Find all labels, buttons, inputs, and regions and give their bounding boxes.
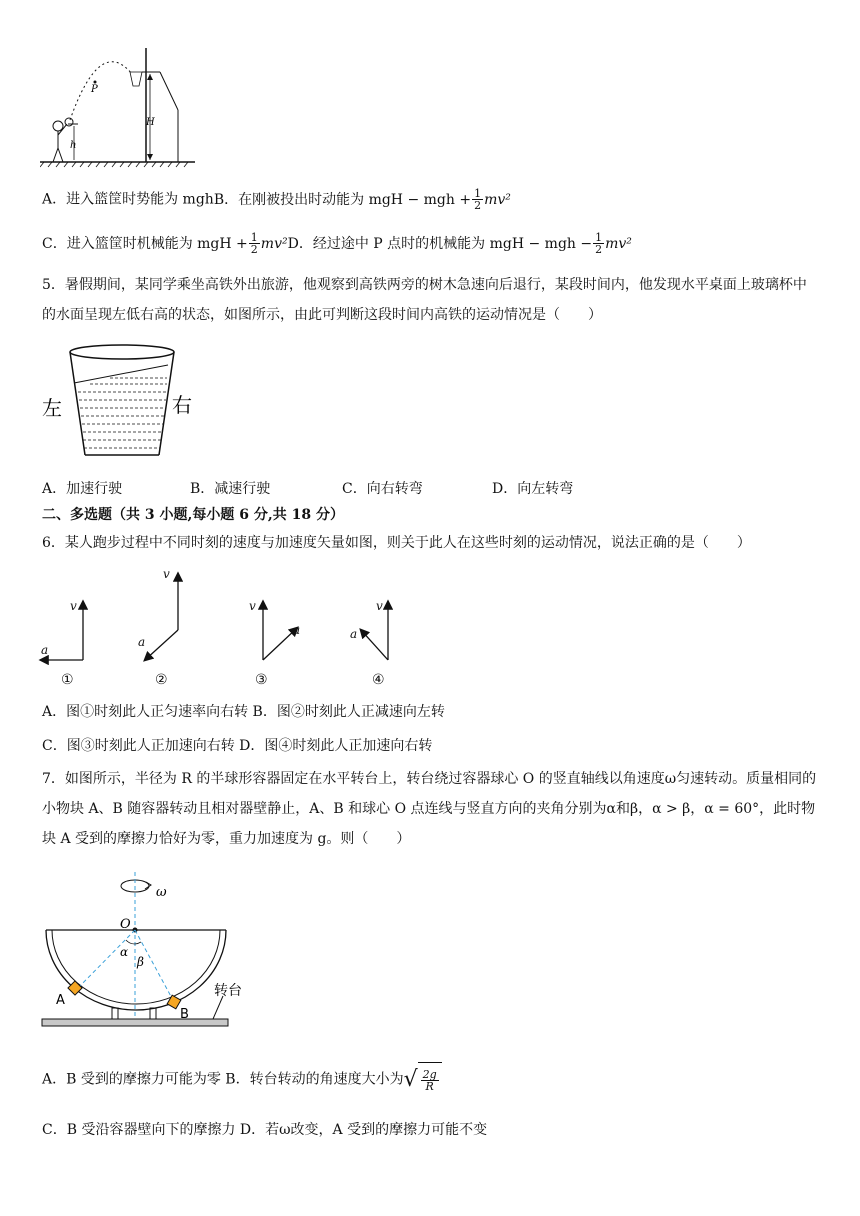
omega-label: ω xyxy=(156,885,167,900)
basketball-figure xyxy=(40,40,200,170)
q4-option-c: C．进入篮筐时机械能为 mgH + $\frac{1}{2}$ mv² xyxy=(42,231,288,256)
p-label: P xyxy=(91,84,98,95)
hemisphere-figure xyxy=(38,868,258,1038)
a-label-4: a xyxy=(350,627,358,641)
v-label-1: v xyxy=(70,599,77,613)
right-label: 右 xyxy=(172,393,192,417)
a-label-1: a xyxy=(41,643,49,657)
q4-option-a: A．进入篮筐时势能为 mgh xyxy=(42,191,214,208)
circle-label-4: ④ xyxy=(372,672,385,688)
q7-options-cd: C．B 受沿容器壁向下的摩擦力 D．若ω改变，A 受到的摩擦力可能不变 xyxy=(42,1122,488,1138)
a-label-2: a xyxy=(138,635,146,649)
block-a-label: A xyxy=(56,993,65,1008)
q5-stem: 5．暑假期间，某同学乘坐高铁外出旅游，他观察到高铁两旁的树木急速向后退行，某段时间内，他发现水平桌面上玻璃杯中的水面呈现左低右高的状态，如图所示，由此可判断这段时间内高铁的运动情况是（ ） xyxy=(42,277,807,323)
section-title: 二、多选题（共 3 小题,每小题 6 分,共 18 分） xyxy=(42,507,344,523)
v-label-2: v xyxy=(163,567,170,581)
q7-options-ab: A．B 受到的摩擦力可能为零 B．转台转动的角速度大小为 √ $\frac{2g}{R}$ xyxy=(42,1062,442,1097)
alpha-label: α xyxy=(120,945,129,959)
v-label-4: v xyxy=(376,599,383,613)
q7-stem: 7．如图所示，半径为 R 的半球形容器固定在水平转台上，转台绕过容器球心 O 的竖直轴线以角速度ω匀速转动。质量相同的小物块 A、B 随容器转动且相对器壁静止，A、B 和球心 O 点连线与竖直方向的夹角分别为α和β，α > β，α = 60°，此时物块 A 受到的摩擦力恰好为零，重力加速度为 g。则（ ） xyxy=(42,771,817,847)
beta-label: β xyxy=(137,955,144,969)
q6-stem: 6．某人跑步过程中不同时刻的速度与加速度矢量如图，则关于此人在这些时刻的运动情况，说法正确的是（ ） xyxy=(42,535,751,551)
circle-label-2: ② xyxy=(155,672,168,688)
left-label: 左 xyxy=(42,396,62,420)
turntable-label: 转台 xyxy=(214,983,242,999)
h-big-label: H xyxy=(146,117,155,128)
block-b-label: B xyxy=(180,1007,189,1022)
o-label: O xyxy=(120,917,131,932)
q4-option-b: B．在刚被投出时动能为 mgH − mgh + $\frac{1}{2}$ mv² xyxy=(213,187,511,212)
circle-label-1: ① xyxy=(61,672,74,688)
v-label-3: v xyxy=(249,599,256,613)
q5-option-a: A．加速行驶 xyxy=(42,481,123,497)
h-small-label: h xyxy=(70,140,77,151)
q5-option-b: B．减速行驶 xyxy=(190,481,271,497)
circle-label-3: ③ xyxy=(255,672,268,688)
q5-option-d: D．向左转弯 xyxy=(492,481,574,497)
water-cup-figure xyxy=(40,340,200,465)
q6-options-cd: C．图③时刻此人正加速向右转 D．图④时刻此人正加速向右转 xyxy=(42,738,433,754)
a-label-3: a xyxy=(293,623,301,637)
q4-options-ab xyxy=(42,188,511,211)
vector-diagrams xyxy=(35,560,415,690)
q5-option-c: C．向右转弯 xyxy=(342,481,423,497)
q4-option-d: D．经过途中 P 点时的机械能为 mgH − mgh − $\frac{1}{2}$ mv² xyxy=(287,231,632,256)
q4-options-cd xyxy=(42,232,632,255)
q6-options-ab: A．图①时刻此人正匀速率向右转 B．图②时刻此人正减速向左转 xyxy=(42,704,445,720)
